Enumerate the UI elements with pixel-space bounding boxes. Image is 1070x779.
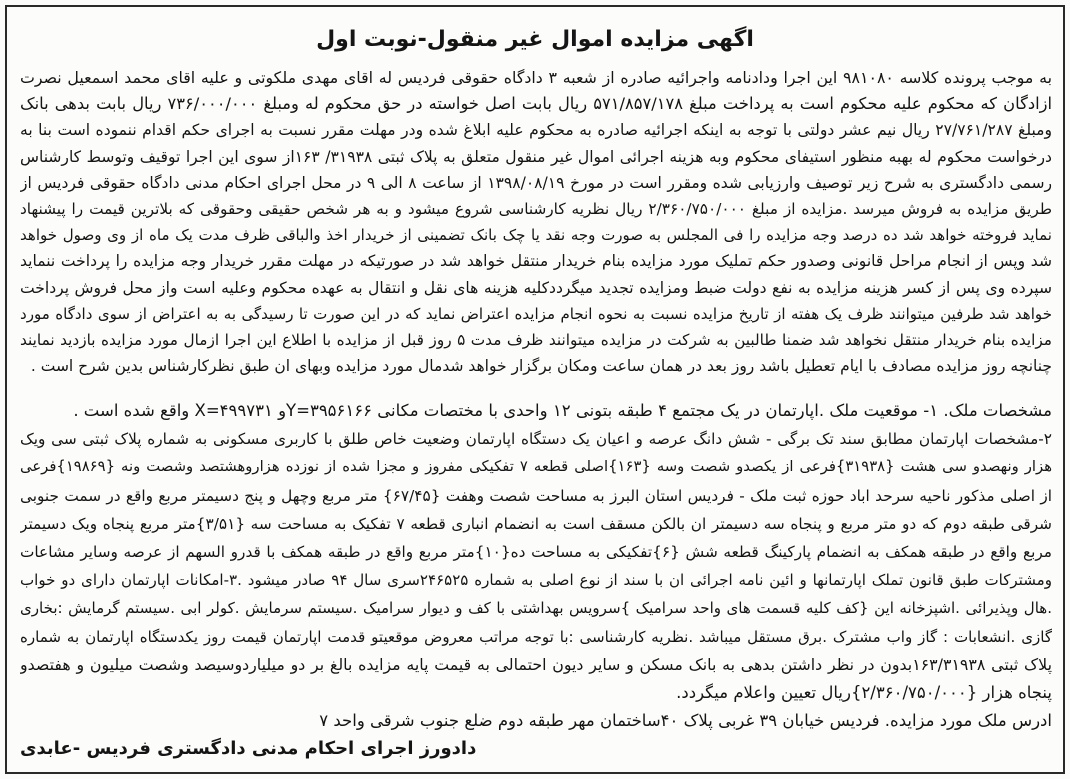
specs-line: .هال وپذیرائی .اشپزخانه این {کف کلیه قسمت های واحد سرامیک }سرویس بهداشتی با کف و دیوار سرامیک .سیستم سرمایش .کولر ابی .سیستم گرمایش :بخاری xyxy=(20,599,1052,618)
body-line: درخواست محکوم له بهبه منظور استیفای محکوم وبه هزینه اجرائی اموال غیر منقول متعلق به پلاک ثبتی ۳۱۹۳۸/ ۱۶۳از سوی این اجرا توقیف وتوسط کارشناس xyxy=(20,147,1052,166)
body-line: چنانچه روز مزایده مصادف با ایام تعطیل باشد روز بعد در همان ساعت ومکان برگزار خواهد شدمال مورد مزایده وبهای ان طبق نظرکارشناس بدین شرح است . xyxy=(30,357,1052,376)
notice-title: اگهی مزایده اموال غیر منقول-نوبت اول xyxy=(316,27,754,52)
specs-line: از اصلی مذکور ناحیه سرحد اباد حوزه ثبت ملک - فردیس استان البرز به مساحت شصت وهفت {۶۷/۴۵} متر مربع وچهل و پنج دسیمتر مربع واقع در سمت جنوبی xyxy=(20,486,1052,505)
body-line: نماید فروخته خواهد شد ده درصد وجه مزایده را فی المجلس به صورت وجه نقد یا چک بانک تضمینی از خریدار اخذ والباقی ظرف مدت یک ماه از وی وصول خواهد xyxy=(20,226,1052,245)
body-line: خواهد شد طرفین میتوانند ظرف یک هفته از تاریخ مزایده نسبت به نحوه انجام مزایده اعتراض نماید که در این صورت تا رسیدگی به به اعتراض از سوی دادگاه مورد xyxy=(20,304,1052,323)
notice-body xyxy=(20,65,1052,379)
body-line: ازادگان که محکوم علیه محکوم است به پرداخت مبلغ ۵۷۱/۸۵۷/۱۷۸ ریال بابت اصل خواسته در حق محکوم له ومبلغ ۷۳۶/۰۰۰/۰۰۰ ریال بابت بدهی بانک xyxy=(20,94,1052,114)
specs-line: پنجاه هزار {۲/۳۶۰/۷۵۰/۰۰۰}ریال تعیین واعلام میگردد. xyxy=(676,682,1052,702)
signature: دادورز اجرای احکام مدنی دادگستری فردیس -عابدی xyxy=(20,738,477,760)
specs-line: مربع واقع در طبقه همکف به انضمام پارکینگ قطعه شش {۶}تفکیکی به مساحت ده{۱۰}متر مربع واقع در طبقه همکف با قدرو السهم از عرصه وسایر مشاعات xyxy=(20,542,1052,561)
body-line: به موجب پرونده کلاسه ۹۸۱۰۸۰ این اجرا ودادنامه واجرائیه صادره از شعبه ۳ دادگاه حقوقی فردیس له اقای مهدی ملکوتی و علیه اقای محمد اسمعیل نصرت xyxy=(20,68,1052,87)
specs-line: ۲-مشخصات اپارتمان مطابق سند تک برگی - شش دانگ عرصه و اعیان یک دستگاه اپارتمان وضعیت خاص طلق با کاربری مسکونی به شماره پلاک ثبتی سی ویک xyxy=(20,430,1052,449)
property-specs xyxy=(20,397,1052,763)
body-line: طریق مزایده به فروش میرسد .مزایده از مبلغ ۲/۳۶۰/۷۵۰/۰۰۰ ریال نظریه کارشناسی شروع میشود و به هر شخص حقیقی وحقوقی که بلاترین قیمت را پیشنهاد xyxy=(20,199,1052,218)
specs-line: پلاک ثبتی ۱۶۳/۳۱۹۳۸بدون در نظر داشتن بدهی به بانک مسکن و سایر دیون احتمالی به قیمت پایه مزایده بالغ بر دو میلیاردوسیصد وشصت میلیون و هفتصدو xyxy=(20,654,1052,674)
specs-line: هزار ونهصدو سی هشت {۳۱۹۳۸}فرعی از یکصدو شصت وسه {۱۶۳}اصلی قطعه ۷ تفکیکی مفروز و مجزا شده از نوزده هزاروهشتصد وشصت ونه {۱۹۸۶۹}فرعی xyxy=(20,458,1052,476)
specs-line: شرقی طبقه دوم که دو متر مربع و پنجاه سه دسیمتر ان بالکن مسقف است به انضمام انباری قطعه ۷ تفکیک به مساحت سه {۳/۵۱}متر مربع پنجاه ویک دسیمتر xyxy=(20,514,1052,533)
specs-line: ومشترکات طبق قانون تملک اپارتمانها و ائین نامه اجرائی ان با سند از نوع اصلی به شماره ۲۴۶۵۲۵سری سال ۹۴ صادر میشود .۳-امکانات اپارتمان دارای دو خواب xyxy=(20,571,1052,590)
body-line: سپرده وی پس از کسر هزینه مزایده به نفع دولت ضبط ومزایده تجدید میگرددکلیه هزینه های نقل و انتقال به عهده محکوم وعلیه است واز محل فروش پرداخت xyxy=(20,278,1052,297)
body-line: رسمی دادگستری به شرح زیر توصیف وارزیابی شده ومقرر است در مورخ ۱۳۹۸/۰۸/۱۹ از ساعت ۸ الی ۹ در محل اجرای احکام مدنی دادگاه حقوقی فردیس از xyxy=(20,173,1052,192)
specs-line: مشخصات ملک. ۱- موقعیت ملک .اپارتمان در یک مجتمع ۴ طبقه بتونی ۱۲ واحدی با مختصات مکانی Y=۳۹۵۶۱۶۶و X=۴۹۹۷۳۱ واقع شده است . xyxy=(73,401,1052,420)
body-line: شد وپس از انجام مراحل قانونی وصدور حکم تملیک مورد مزایده بنام خریدار منتقل خواهد شد در صورتیکه در مهلت مقرر خریدار وجه مزایده را پرداخت ننماید xyxy=(20,252,1052,271)
body-line: مزایده بنام خریدار منتقل نخواهد شد ضمنا طالبین به شرکت در مزایده میتوانند ظرف مدت ۵ روز قبل از مزایده با اطلاع این اجرا ازمال مورد مزایده بازدید نمایند xyxy=(20,330,1052,349)
specs-line: گازی .انشعابات : گاز واب مشترک .برق مستقل میباشد .نظریه کارشناسی :با توجه مراتب معروض موقعیتو قدمت اپارتمان قیمت روز یکدستگاه اپارتمان به شماره xyxy=(20,627,1052,646)
property-address: ادرس ملک مورد مزایده. فردیس خیابان ۳۹ غربی پلاک ۴۰ساختمان مهر طبقه دوم ضلع جنوب شرقی واحد ۷ xyxy=(319,711,1052,731)
body-line: ومبلغ ۲۷/۷۶۱/۲۸۷ ریال نیم عشر دولتی با توجه به اینکه اجرائیه صادره به محکوم علیه ابلاغ شده ودر مهلت مقرر نسبت به اجرای حکم اقدام ننموده است بنا به xyxy=(20,121,1052,140)
